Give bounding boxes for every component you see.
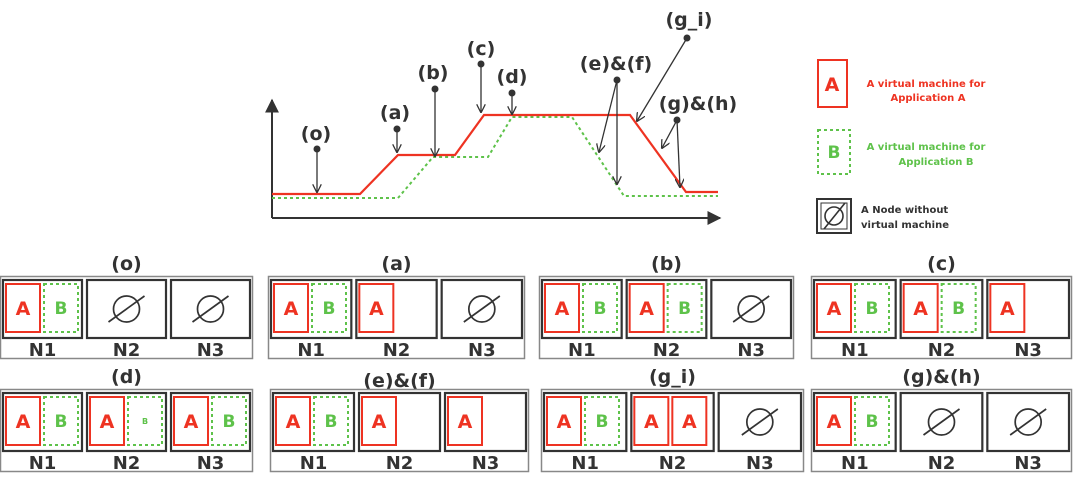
vm-app-a	[672, 397, 706, 445]
node-box	[814, 393, 896, 451]
svg-text:B: B	[222, 412, 236, 432]
node-label: N3	[471, 453, 500, 474]
empty-set-icon	[109, 296, 145, 322]
empty-set-icon	[924, 409, 960, 435]
node-box	[631, 393, 713, 451]
state-panel	[1, 366, 253, 474]
state-label: (c)	[927, 253, 956, 275]
legend-app-a	[818, 60, 985, 107]
svg-text:A: A	[639, 298, 655, 320]
vm-app-b	[312, 284, 346, 332]
vm-app-b	[585, 397, 619, 445]
vm-app-a	[904, 284, 938, 332]
svg-text:B: B	[865, 412, 879, 432]
vm-app-b	[942, 284, 976, 332]
node-box	[271, 280, 351, 338]
state-label: (b)	[651, 253, 682, 275]
app-a-load-curve	[272, 115, 718, 194]
state-label: (g_i)	[649, 366, 696, 388]
svg-text:B: B	[678, 299, 692, 319]
legend-empty-node	[817, 199, 949, 233]
legend-app-a-letter: A	[824, 74, 840, 96]
node-label: N3	[746, 453, 774, 474]
vm-app-a	[630, 284, 664, 332]
node-label: N3	[196, 453, 225, 474]
timeline-label-gi: (g_i)	[665, 9, 713, 31]
node-box	[171, 280, 250, 338]
node-label: N1	[568, 340, 596, 361]
node-box	[719, 393, 801, 451]
node-label: N3	[1014, 453, 1042, 474]
state-panel	[271, 370, 529, 474]
timeline-label-d: (d)	[496, 66, 528, 88]
state-panel	[269, 253, 525, 361]
vm-app-a	[276, 397, 310, 445]
node-label: N2	[927, 340, 956, 361]
vm-app-a	[547, 397, 581, 445]
pointer-c	[478, 61, 485, 113]
state-label: (a)	[381, 253, 412, 275]
node-label: N3	[737, 340, 765, 361]
svg-text:A: A	[999, 298, 1015, 320]
node-box	[3, 393, 82, 451]
svg-text:A: A	[554, 298, 570, 320]
app-b-load-curve	[272, 117, 718, 198]
svg-text:A: A	[99, 411, 115, 433]
node-box	[356, 280, 436, 338]
svg-text:B: B	[593, 299, 607, 319]
empty-set-icon	[733, 296, 769, 322]
node-label: N3	[1014, 340, 1042, 361]
node-label: N1	[841, 340, 869, 361]
pointer-gh	[662, 117, 681, 188]
node-label: N2	[927, 453, 956, 474]
svg-text:A: A	[283, 298, 299, 320]
timeline-label-c: (c)	[466, 38, 496, 60]
vm-app-a	[817, 284, 851, 332]
state-label: (g)&(h)	[902, 366, 981, 388]
vm-app-b-small	[128, 397, 162, 445]
node-box	[445, 393, 526, 451]
node-box	[87, 280, 166, 338]
state-panel	[812, 366, 1072, 474]
vm-app-a	[817, 397, 851, 445]
vm-app-a	[6, 284, 40, 332]
svg-text:B: B	[322, 299, 336, 319]
node-label: N1	[571, 453, 599, 474]
svg-text:A: A	[913, 298, 929, 320]
node-box	[359, 393, 440, 451]
vm-app-b	[668, 284, 702, 332]
pointer-a	[394, 126, 401, 153]
vm-app-a	[6, 397, 40, 445]
state-label: (d)	[111, 366, 142, 388]
node-label: N3	[196, 340, 225, 361]
svg-text:B: B	[952, 299, 966, 319]
empty-set-icon	[193, 296, 229, 322]
svg-text:A: A	[15, 411, 31, 433]
svg-text:A: A	[183, 411, 199, 433]
vm-app-a	[90, 397, 124, 445]
empty-set-icon	[464, 296, 500, 322]
node-label: N2	[658, 453, 687, 474]
legend-app-b-line1: A virtual machine for	[866, 142, 986, 153]
node-box	[987, 393, 1069, 451]
empty-set-icon	[1010, 409, 1046, 435]
node-label: N2	[112, 340, 141, 361]
vm-app-a	[274, 284, 308, 332]
legend-app-b-line2: Application B	[898, 157, 974, 168]
vm-app-a	[174, 397, 208, 445]
legend-app-a-line2: Application A	[890, 93, 966, 104]
svg-text:A: A	[556, 411, 572, 433]
legend-app-b-letter: B	[827, 143, 841, 163]
vm-app-b	[212, 397, 246, 445]
node-box	[3, 280, 82, 338]
svg-text:A: A	[368, 298, 384, 320]
vm-app-a	[359, 284, 393, 332]
svg-text:B: B	[141, 417, 149, 426]
state-panel	[540, 253, 794, 361]
svg-text:B: B	[54, 412, 68, 432]
legend	[817, 60, 985, 233]
empty-set-icon	[742, 409, 778, 435]
node-label: N3	[468, 340, 496, 361]
legend-app-b	[818, 130, 985, 174]
legend-empty-line1: A Node without	[861, 205, 949, 216]
svg-text:A: A	[681, 411, 697, 433]
node-label: N2	[382, 340, 411, 361]
svg-text:A: A	[457, 411, 473, 433]
svg-text:A: A	[643, 411, 659, 433]
pointer-ef	[599, 77, 621, 185]
timeline-label-a: (a)	[379, 102, 411, 124]
vm-app-b	[44, 397, 78, 445]
node-box	[171, 393, 250, 451]
vm-app-b	[583, 284, 617, 332]
node-label: N1	[28, 453, 57, 474]
vm-app-a	[634, 397, 668, 445]
state-label: (o)	[111, 253, 142, 275]
pointer-d	[509, 90, 516, 115]
node-box	[987, 280, 1069, 338]
svg-text:A: A	[826, 411, 842, 433]
svg-text:B: B	[865, 299, 879, 319]
svg-text:A: A	[371, 411, 387, 433]
pointer-b	[432, 86, 439, 157]
node-label: N1	[297, 340, 325, 361]
node-box	[273, 393, 354, 451]
node-box	[544, 393, 626, 451]
node-box	[901, 393, 983, 451]
legend-app-a-line1: A virtual machine for	[866, 79, 986, 90]
state-panel	[812, 253, 1072, 361]
pointer-o	[314, 146, 321, 193]
svg-text:A: A	[826, 298, 842, 320]
node-box	[442, 280, 522, 338]
svg-text:A: A	[15, 298, 31, 320]
vm-app-a	[362, 397, 396, 445]
vm-app-a	[545, 284, 579, 332]
vm-app-b	[44, 284, 78, 332]
node-box	[901, 280, 983, 338]
empty-set-icon	[824, 203, 845, 229]
svg-text:A: A	[285, 411, 301, 433]
vm-app-a	[448, 397, 482, 445]
node-label: N1	[299, 453, 328, 474]
svg-text:B: B	[324, 412, 338, 432]
node-box	[87, 393, 166, 451]
state-panel	[1, 253, 253, 361]
state-label: (e)&(f)	[363, 370, 436, 392]
timeline-chart	[272, 9, 737, 218]
node-label: N2	[385, 453, 414, 474]
timeline-label-b: (b)	[417, 62, 449, 84]
vm-app-b	[855, 284, 889, 332]
node-label: N1	[841, 453, 869, 474]
vm-app-b	[855, 397, 889, 445]
node-box	[542, 280, 622, 338]
node-label: N2	[112, 453, 141, 474]
node-box	[711, 280, 791, 338]
vm-app-b	[314, 397, 348, 445]
timeline-label-ef: (e)&(f)	[579, 53, 653, 75]
state-panels	[1, 253, 1072, 474]
node-box	[814, 280, 896, 338]
timeline-label-gh: (g)&(h)	[658, 93, 738, 115]
vm-app-a	[990, 284, 1024, 332]
svg-text:B: B	[54, 299, 68, 319]
node-label: N1	[28, 340, 57, 361]
node-label: N2	[652, 340, 681, 361]
legend-empty-line2: virtual machine	[861, 220, 949, 231]
state-panel	[542, 366, 804, 474]
node-box	[627, 280, 707, 338]
timeline-label-o: (o)	[300, 123, 332, 145]
svg-text:B: B	[595, 412, 609, 432]
